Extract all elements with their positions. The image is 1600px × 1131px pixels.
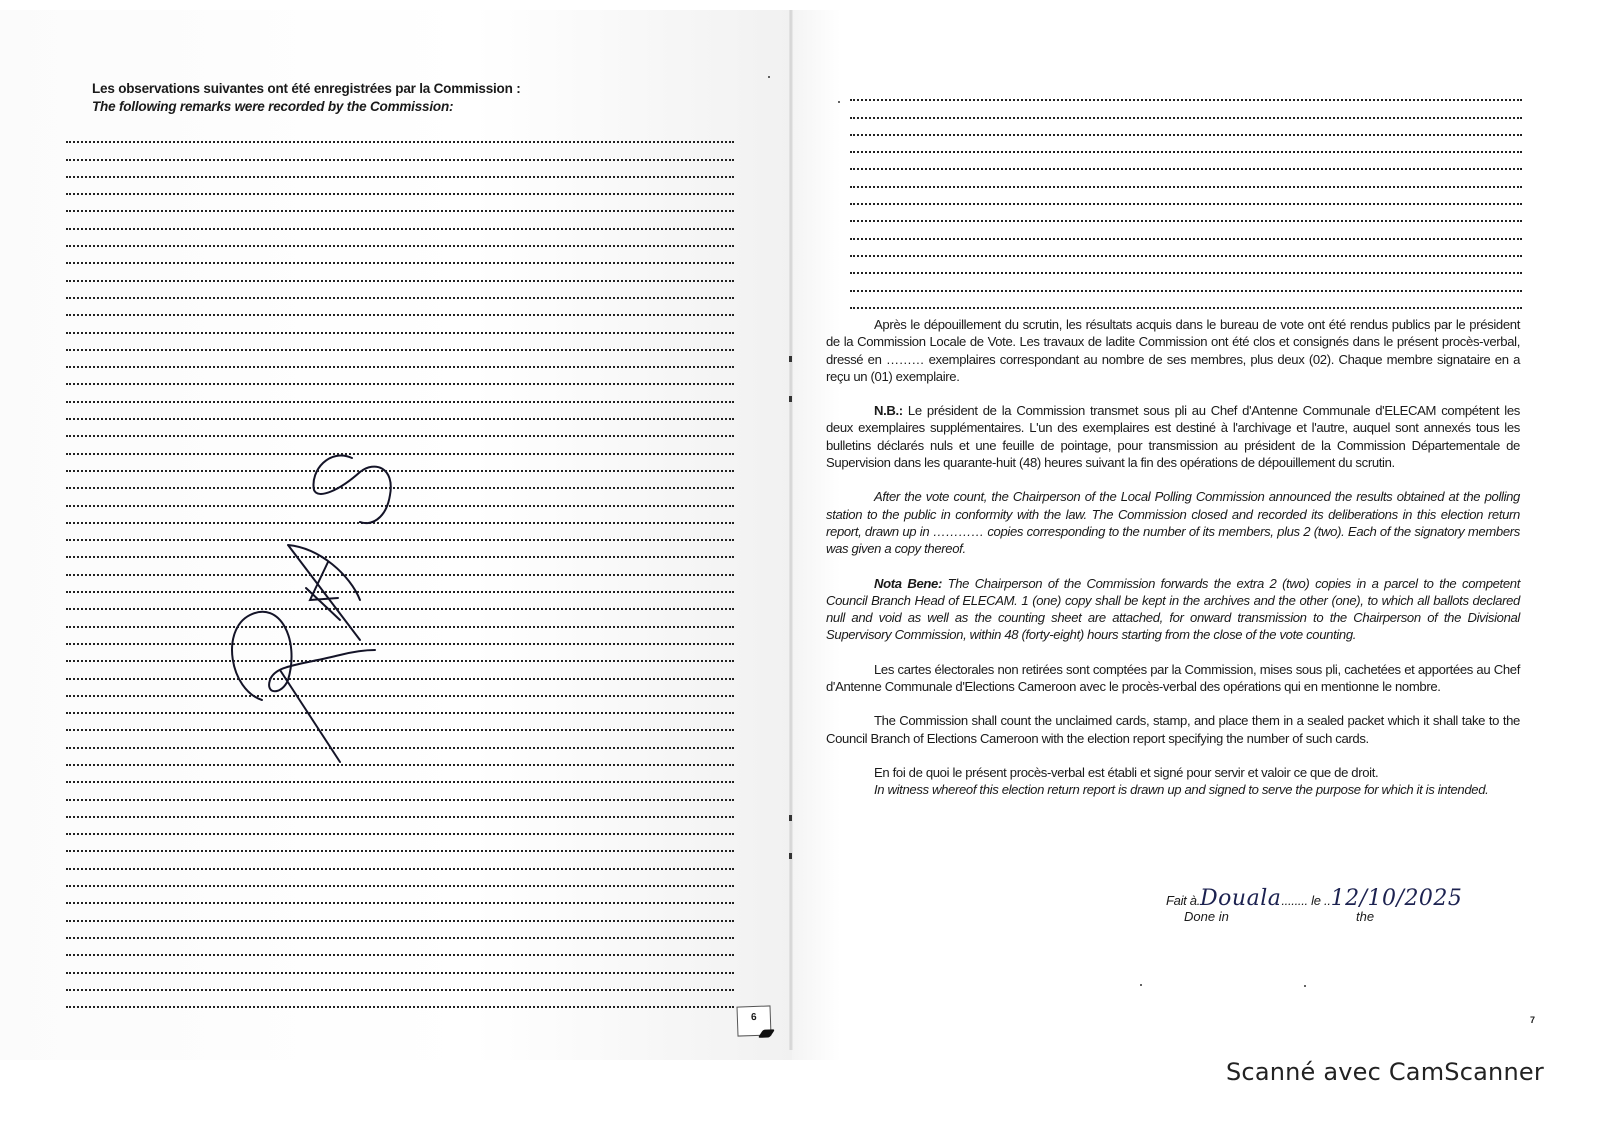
paragraph-witness-fr: En foi de quoi le présent procès-verbal est établi et signé pour servir et valoir ce que de droit. <box>874 764 1379 780</box>
page-number-7: 7 <box>1530 1015 1536 1025</box>
dotted-line <box>66 316 734 333</box>
dotted-line <box>850 292 1522 309</box>
camscanner-watermark: Scanné avec CamScanner <box>1226 1058 1544 1086</box>
dotted-line <box>66 230 734 247</box>
done-in-label: Done in <box>1184 909 1229 924</box>
dotted-line <box>850 240 1522 257</box>
dotted-line <box>66 887 734 904</box>
staple-mark <box>789 396 792 402</box>
paragraph-nb-fr: N.B.: Le président de la Commission transmet sous pli au Chef d'Antenne Communale d'ELECAM compétent les deux exemplaires supplémentaires. L'un des exemplaires est destiné à l'archivage et l'autre, auquel sont annexés tous les bulletins déclarés nuls et une feuille de pointage, pour transmission au président de la Commission Départementale de Supervision dans les quarante-huit (48) heures suivant la fin des opérations de dépouillement du scrutin. <box>826 403 1520 471</box>
dotted-line <box>66 282 734 299</box>
dotted-line <box>66 385 734 402</box>
dotted-line <box>66 212 734 229</box>
dotted-line <box>66 939 734 956</box>
dotted-line <box>66 195 734 212</box>
the-label: the <box>1356 909 1375 924</box>
dotted-line <box>66 870 734 887</box>
dotted-line <box>66 264 734 281</box>
dotted-line <box>66 351 734 368</box>
dotted-line <box>850 205 1522 222</box>
remarks-heading <box>92 79 732 116</box>
page-number-6: 6 <box>736 1005 771 1036</box>
dotted-line <box>850 119 1522 136</box>
dotted-line <box>66 922 734 939</box>
scan-speck <box>768 76 770 78</box>
dotted-line <box>66 126 734 143</box>
dotted-line <box>850 101 1522 118</box>
dotted-line <box>66 991 734 1008</box>
dotted-line <box>66 420 734 437</box>
paragraph-cards-fr: Les cartes électorales non retirées sont comptées par la Commission, mises sous pli, cachetées et apportées au Chef d'Antenne Communale d'Elections Cameroon avec le procès-verbal des opérations qui en mentionne le nombre. <box>826 661 1520 695</box>
dotted-line <box>850 136 1522 153</box>
dotted-line <box>66 178 734 195</box>
scan-speck <box>1140 984 1142 986</box>
dotted-line <box>66 835 734 852</box>
le-label: le .. <box>1307 893 1331 908</box>
paragraph-cards-en: The Commission shall count the unclaimed cards, stamp, and place them in a sealed packet which it shall take to the Council Branch of Elections Cameroon with the election report specifying the number of such cards. <box>826 713 1520 746</box>
dotted-line <box>66 334 734 351</box>
dotted-line <box>66 161 734 178</box>
dotted-line <box>850 84 1522 101</box>
staple-mark <box>789 853 792 859</box>
handwritten-signatures <box>210 450 410 770</box>
handwritten-date: 12/10/2025 <box>1330 886 1463 911</box>
dotted-line <box>66 299 734 316</box>
dotted-line <box>850 153 1522 170</box>
staple-mark <box>789 356 792 362</box>
scan-speck <box>1304 985 1306 987</box>
heading-english: The following remarks were recorded by the Commission: <box>92 99 454 114</box>
staple-mark <box>789 815 792 821</box>
dotted-line <box>66 801 734 818</box>
dotted-line <box>66 368 734 385</box>
dotted-line <box>66 247 734 264</box>
paragraph-results-fr: Après le dépouillement du scrutin, les résultats acquis dans le bureau de vote ont été rendus publics par le président de la Commission Locale de Vote. Les travaux de ladite Commission ont été clos et consignés dans le présent procès-verbal, dressé en ……… exemplaires correspondant au nombre de ses membres, plus deux (02). Chaque membre signataire en a reçu un (01) exemplaire. <box>826 317 1520 384</box>
dotted-line <box>66 974 734 991</box>
heading-french: Les observations suivantes ont été enregistrées par la Commission : <box>92 81 521 96</box>
dotted-line <box>850 170 1522 187</box>
nb-label: N.B.: <box>874 403 903 419</box>
handwritten-place: Douala <box>1200 886 1282 911</box>
paragraph-results-en: After the vote count, the Chairperson of the Local Polling Commission announced the results obtained at the polling station to the public in conformity with the law. The Commission closed and recorded its deliberations in this election return report, drawn up in ………… copies corresponding to the number of its members, plus 2 (two). Each of the signatory members was given a copy thereof. <box>826 489 1520 557</box>
dotted-line <box>66 956 734 973</box>
signature-2-icon <box>288 545 360 640</box>
dotted-line <box>66 852 734 869</box>
dotted-line <box>66 904 734 921</box>
fait-a-label: Fait à. <box>1166 893 1201 908</box>
dotted-line <box>66 403 734 420</box>
nota-bene-label: Nota Bene: <box>874 575 942 591</box>
dotted-line <box>66 783 734 800</box>
place-date-line: Fait à.Douala........ le ..12/10/2025 <box>1166 886 1463 911</box>
book-spine <box>789 10 793 1050</box>
scan-speck <box>838 101 840 103</box>
signature-1-icon <box>313 456 390 524</box>
dotted-line <box>66 818 734 835</box>
dotted-line <box>850 274 1522 291</box>
continued-dotted-lines <box>850 84 1522 309</box>
dotted-line <box>66 143 734 160</box>
report-body <box>826 316 1520 816</box>
dotted-line <box>850 257 1522 274</box>
paragraph-nota-bene-en: Nota Bene: The Chairperson of the Commission forwards the extra 2 (two) copies in a parcel to the competent Council Branch Head of ELECAM. 1 (one) copy shall be kept in the archives and the other (one), to which all ballots declared null and void as well as the counting sheet are attached, for onward transmission to the Chairperson of the Divisional Supervisory Commission, within 48 (forty-eight) hours starting from the close of the vote counting. <box>826 575 1520 643</box>
signature-3-icon <box>232 612 375 762</box>
dotted-line <box>850 222 1522 239</box>
paragraph-witness-en: In witness whereof this election return report is drawn up and signed to serve the purpose for which it is intended. <box>874 782 1489 798</box>
dotted-line <box>850 188 1522 205</box>
